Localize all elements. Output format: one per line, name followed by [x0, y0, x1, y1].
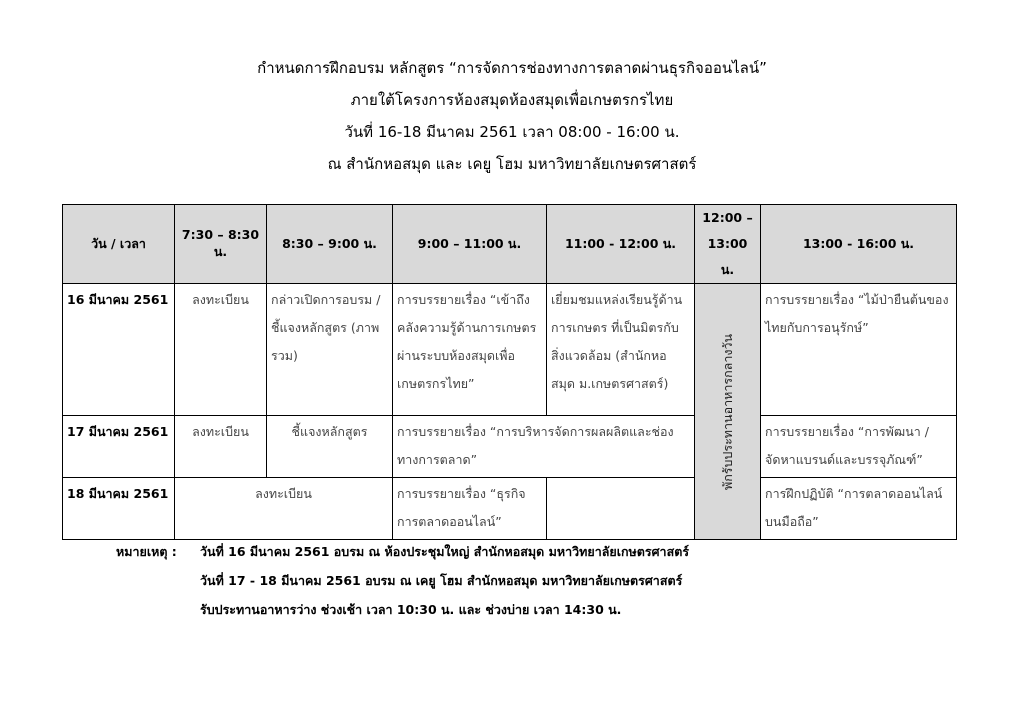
cell-empty — [547, 478, 695, 540]
table-row — [63, 284, 957, 416]
cell-opening: กล่าวเปิดการอบรม / ชี้แจงหลักสูตร (ภาพรวม) — [267, 284, 393, 416]
cell-orientation: ชี้แจงหลักสูตร — [267, 416, 393, 478]
note-row — [116, 566, 689, 595]
note-line: รับประทานอาหารว่าง ช่วงเช้า เวลา 10:30 น. และ ช่วงบ่าย เวลา 14:30 น. — [200, 602, 622, 617]
note-row — [116, 595, 689, 624]
header-slot-3: 9:00 – 11:00 น. — [393, 205, 547, 284]
cell-afternoon: การบรรยายเรื่อง “การพัฒนา / จัดหาแบรนด์และบรรจุภัณฑ์” — [761, 416, 957, 478]
header-slot-4: 11:00 - 12:00 น. — [547, 205, 695, 284]
row-date: 17 มีนาคม 2561 — [63, 416, 175, 478]
table-row — [63, 478, 957, 540]
notes-section — [116, 537, 689, 624]
venue-line: ณ สำนักหอสมุด และ เคยู โฮม มหาวิทยาลัยเกษตรศาสตร์ — [327, 155, 697, 173]
project-line: ภายใต้โครงการห้องสมุดห้องสมุดเพื่อเกษตรกรไทย — [350, 91, 674, 109]
cell-registration: ลงทะเบียน — [175, 478, 393, 540]
row-date: 16 มีนาคม 2561 — [63, 284, 175, 416]
cell-afternoon: การบรรยายเรื่อง “ไม้ป่ายืนต้นของไทยกับการอนุรักษ์” — [761, 284, 957, 416]
cell-lecture: การบรรยายเรื่อง “การบริหารจัดการผลผลิตและช่องทางการตลาด” — [393, 416, 695, 478]
cell-registration: ลงทะเบียน — [175, 416, 267, 478]
header-slot-2: 8:30 – 9:00 น. — [267, 205, 393, 284]
document-header — [0, 52, 1024, 180]
schedule-table — [62, 204, 957, 540]
header-slot-lunch: 12:00 – 13:00 น. — [695, 205, 761, 284]
lunch-break-cell — [695, 284, 761, 540]
lunch-break-label: พักรับประทานอาหารกลางวัน — [719, 333, 735, 490]
cell-afternoon: การฝึกปฏิบัติ “การตลาดออนไลน์บนมือถือ” — [761, 478, 957, 540]
table-row — [63, 416, 957, 478]
note-line: วันที่ 17 - 18 มีนาคม 2561 อบรม ณ เคยู โฮม สำนักหอสมุด มหาวิทยาลัยเกษตรศาสตร์ — [200, 573, 683, 588]
table-header-row — [63, 205, 957, 284]
header-day-time: วัน / เวลา — [63, 205, 175, 284]
row-date: 18 มีนาคม 2561 — [63, 478, 175, 540]
cell-registration: ลงทะเบียน — [175, 284, 267, 416]
cell-lecture: การบรรยายเรื่อง “เข้าถึงคลังความรู้ด้านการเกษตรผ่านระบบห้องสมุดเพื่อเกษตรกรไทย” — [393, 284, 547, 416]
notes-label: หมายเหตุ : — [116, 544, 177, 559]
date-time-line: วันที่ 16-18 มีนาคม 2561 เวลา 08:00 - 16:00 น. — [344, 123, 680, 141]
header-slot-6: 13:00 - 16:00 น. — [761, 205, 957, 284]
note-line: วันที่ 16 มีนาคม 2561 อบรม ณ ห้องประชุมใหญ่ สำนักหอสมุด มหาวิทยาลัยเกษตรศาสตร์ — [200, 544, 690, 559]
cell-lecture: การบรรยายเรื่อง “ธุรกิจการตลาดออนไลน์” — [393, 478, 547, 540]
title-line: กำหนดการฝึกอบรม หลักสูตร “การจัดการช่องทางการตลาดผ่านธุรกิจออนไลน์” — [257, 59, 767, 77]
cell-visit: เยี่ยมชมแหล่งเรียนรู้ด้านการเกษตร ที่เป็นมิตรกับสิ่งแวดล้อม (สำนักหอสมุด ม.เกษตรศาสตร์) — [547, 284, 695, 416]
header-slot-1: 7:30 – 8:30 น. — [175, 205, 267, 284]
note-row — [116, 537, 689, 566]
